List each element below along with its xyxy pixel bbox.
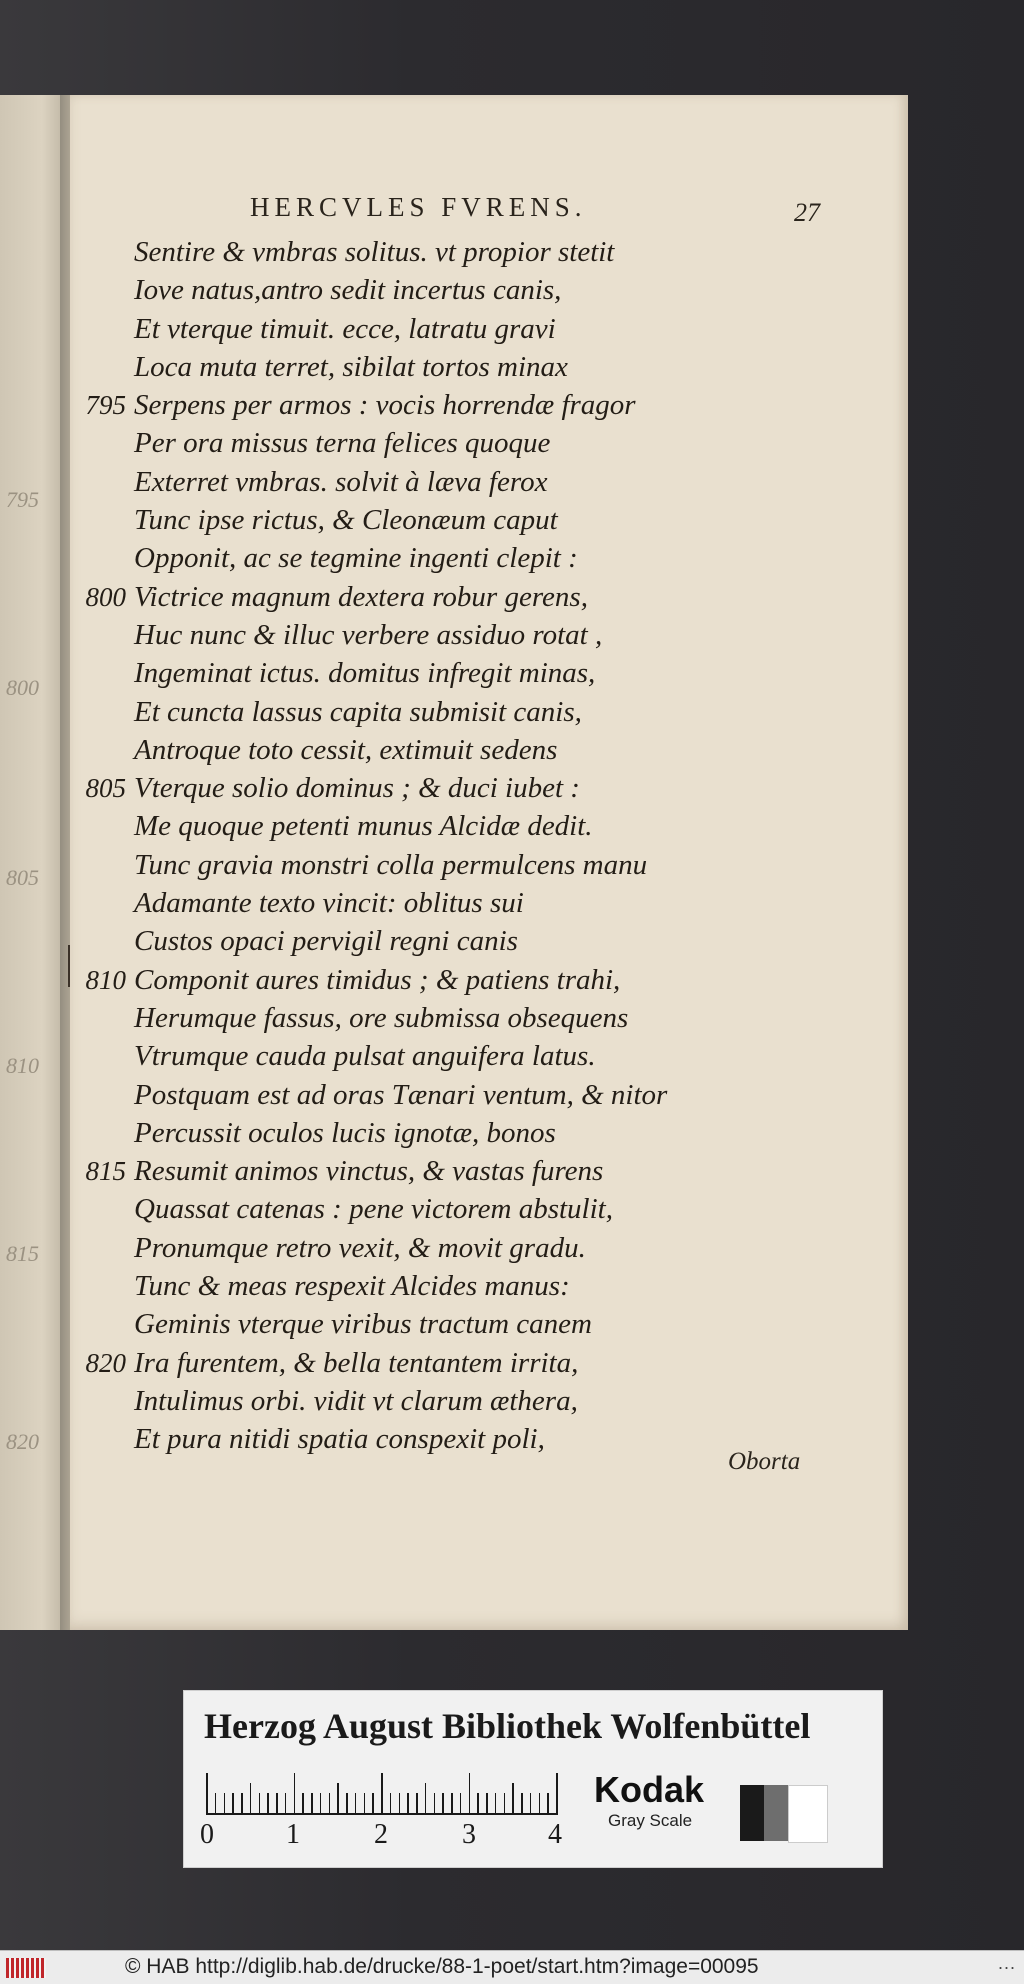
verse-line [134,348,774,386]
verse-text: Resumit animos vinctus, & vastas furens [134,1155,604,1188]
ruler-tick [259,1793,261,1813]
verse-line [134,654,774,692]
ghost-line-number: 815 [6,1241,39,1266]
color-calibration-card [183,1690,883,1868]
page-number: 27 [794,198,820,227]
verse-line [134,1420,774,1458]
verse-line [85,961,774,999]
verse-line [134,271,774,309]
ghost-line-number: 795 [6,487,39,512]
running-head: HERCVLES FVRENS. [250,192,587,222]
verse-text: Geminis vterque viribus tractum canem [134,1308,592,1341]
line-number: 805 [85,773,126,804]
verse-text: Tunc & meas respexit Alcides manus: [134,1270,570,1303]
verse-text: Adamante texto vincit: oblitus sui [134,887,524,920]
verse-text: Et cuncta lassus capita submisit canis, [134,695,582,728]
hab-logo-icon [6,1958,46,1978]
verse-line [134,424,774,462]
ruler-tick [469,1773,471,1813]
ruler-tick [302,1793,304,1813]
ruler-tick [206,1773,208,1813]
line-number: 820 [85,1347,126,1378]
ruler-tick [381,1773,383,1813]
verse-line [134,731,774,769]
verse-line [85,578,774,616]
verse-line [134,807,774,845]
verse-line [85,1152,774,1190]
verse-text: Herumque fassus, ore submissa obsequens [134,1001,629,1034]
verse-text: Vtrumque cauda pulsat anguifera latus. [134,1040,596,1073]
ruler-tick [416,1793,418,1813]
verse-text: Vterque solio dominus ; & duci iubet : [134,772,580,805]
ruler-number: 1 [286,1819,300,1850]
ruler-number: 4 [548,1819,562,1850]
ruler-tick [425,1783,427,1813]
verse-line [134,1114,774,1152]
verse-line [134,310,774,348]
verse-line [85,1344,774,1382]
ruler-tick [434,1793,436,1813]
verse-text: Et vterque timuit. ecce, latratu gravi [134,312,556,345]
gray-patch-white [788,1785,828,1843]
ruler-tick [504,1793,506,1813]
verse-text: Et pura nitidi spatia conspexit poli, [134,1423,545,1456]
verse-text: Tunc ipse rictus, & Cleonæum caput [134,504,558,537]
line-number: 815 [85,1156,126,1187]
source-url[interactable]: © HAB http://diglib.hab.de/drucke/88-1-poet/start.htm?image=00095 [125,1955,759,1978]
verse-text: Exterret vmbras. solvit à læva ferox [134,465,548,498]
verse-text: Postquam est ad oras Tænari ventum, & nitor [134,1078,668,1111]
line-number: 800 [85,581,126,612]
viewer-footer [0,1950,1024,1984]
ruler-tick [547,1793,549,1813]
verse-text: Pronumque retro vexit, & movit gradu. [134,1231,586,1264]
library-name: Herzog August Bibliothek Wolfenbüttel [204,1706,811,1746]
ghost-line-number: 810 [6,1053,39,1078]
verse-text: Loca muta terret, sibilat tortos minax [134,350,568,383]
ruler-tick [215,1793,217,1813]
ruler-tick [495,1793,497,1813]
ruler-number: 3 [462,1819,476,1850]
verse-text: Opponit, ac se tegmine ingenti clepit : [134,542,578,575]
verse-line [85,769,774,807]
ruler-tick [486,1793,488,1813]
verse-text: Iove natus,antro sedit incertus canis, [134,274,562,307]
gray-scale-label: Gray Scale [608,1811,693,1830]
verse-line [134,539,774,577]
catchword: Oborta [728,1448,801,1475]
verse-line [134,501,774,539]
verse-block [85,233,774,1459]
line-number: 795 [85,390,126,421]
more-icon[interactable]: ... [997,1953,1016,1973]
verse-line [134,616,774,654]
ruler-tick [267,1793,269,1813]
ruler-tick [232,1793,234,1813]
verse-line [134,693,774,731]
gray-patch-mid [764,1785,788,1841]
ruler-tick [355,1793,357,1813]
kodak-logo: Kodak [594,1769,705,1810]
verse-line [134,463,774,501]
verse-text: Ingeminat ictus. domitus infregit minas, [134,657,596,690]
verse-line [134,884,774,922]
verse-line [134,999,774,1037]
ruler-tick [556,1773,558,1813]
ghost-line-number: 805 [6,865,39,890]
verse-text: Sentire & vmbras solitus. vt propior stetit [134,236,615,268]
verse-text: Per ora missus terna felices quoque [134,427,551,460]
ruler-tick [364,1793,366,1813]
verse-line [85,386,774,424]
verse-text: Huc nunc & illuc verbere assiduo rotat , [134,618,603,651]
ruler-tick [311,1793,313,1813]
verse-line [134,922,774,960]
verse-text: Victrice magnum dextera robur gerens, [134,580,588,613]
ruler-tick [512,1783,514,1813]
verse-text: Custos opaci pervigil regni canis [134,925,518,958]
ruler-tick [477,1793,479,1813]
verse-text: Percussit oculos lucis ignotæ, bonos [134,1116,556,1149]
ghost-line-number: 800 [6,675,39,700]
line-number: 810 [85,964,126,995]
ruler-tick [329,1793,331,1813]
ruler-tick [337,1783,339,1813]
ruler-tick [539,1793,541,1813]
verse-line [134,846,774,884]
verse-text: Me quoque petenti munus Alcidæ dedit. [134,810,593,843]
ruler-number: 2 [374,1819,388,1850]
verse-line [134,1190,774,1228]
ruler-number: 0 [200,1819,214,1850]
verse-text: Intulimus orbi. vidit vt clarum æthera, [134,1384,578,1417]
verse-line [134,1229,774,1267]
ruler-tick [224,1793,226,1813]
ghost-line-number: 820 [6,1429,39,1454]
ruler-tick [530,1793,532,1813]
verse-line [134,1076,774,1114]
verse-text: Serpens per armos : vocis horrendæ fragor [134,389,636,422]
ruler-tick [521,1793,523,1813]
measurement-ruler [206,1773,558,1815]
ruler-tick [399,1793,401,1813]
verse-line [134,1267,774,1305]
ruler-tick [451,1793,453,1813]
ruler-tick [390,1793,392,1813]
gray-patch-black [740,1785,764,1841]
ruler-tick [294,1773,296,1813]
ruler-tick [320,1793,322,1813]
verse-line [134,233,774,271]
verse-text: Componit aures timidus ; & patiens trahi, [134,963,621,996]
ruler-tick [346,1793,348,1813]
ruler-tick [442,1793,444,1813]
verse-line [134,1382,774,1420]
ruler-tick [407,1793,409,1813]
verse-text: Ira furentem, & bella tentantem irrita, [134,1346,579,1379]
ruler-tick [460,1793,462,1813]
ruler-tick [285,1793,287,1813]
verse-text: Quassat catenas : pene victorem abstulit, [134,1193,613,1226]
verse-line [134,1037,774,1075]
ruler-tick [276,1793,278,1813]
verse-text: Antroque toto cessit, extimuit sedens [134,733,558,766]
verse-line [134,1305,774,1343]
ruler-tick [250,1783,252,1813]
verse-text: Tunc gravia monstri colla permulcens manu [134,848,648,881]
ruler-tick [241,1793,243,1813]
ruler-tick [372,1793,374,1813]
